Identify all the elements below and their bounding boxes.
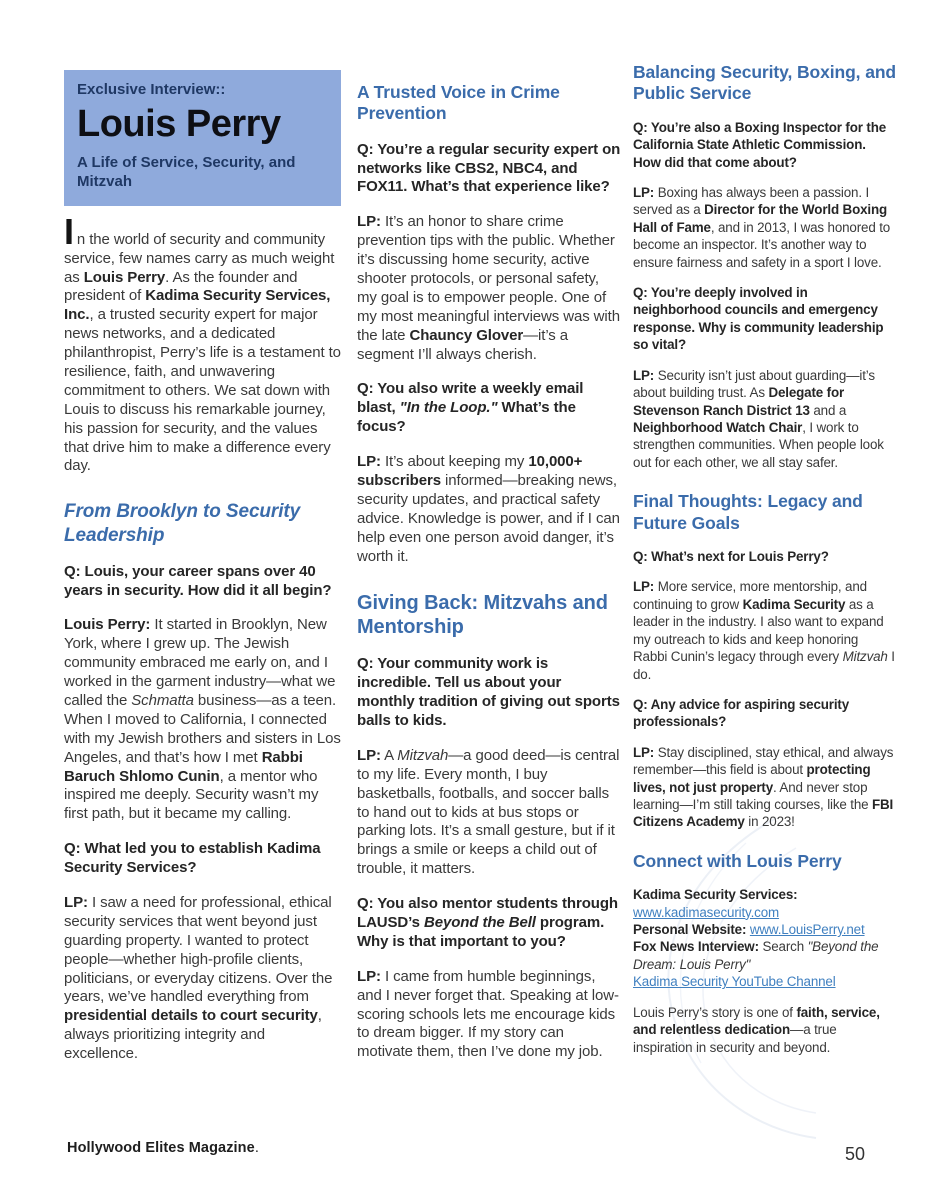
question-paragraph: Q: What’s next for Louis Perry? — [633, 548, 829, 564]
column-right — [633, 62, 896, 1069]
kicker-text: Exclusive Interview:: — [77, 81, 226, 98]
section-heading: Balancing Security, Boxing, and Public Service — [633, 62, 897, 104]
link[interactable]: www.LouisPerry.net — [749, 922, 865, 938]
magazine-name-suffix: . — [254, 1140, 259, 1156]
answer-paragraph: Kadima Security Services: www.kadimasecurity.com Personal Website: www.LouisPerry.net Fox News Interview: Search "Beyond the Dream: Louis Perry" Kadima Security YouTube Channel — [633, 887, 879, 990]
section-heading: A Trusted Voice in Crime Prevention — [357, 82, 560, 124]
question-paragraph: Q: Any advice for aspiring security professionals? — [633, 696, 850, 730]
article-subtitle: A Life of Service, Security, and Mitzvah — [77, 153, 296, 191]
question-paragraph: Q: You’re deeply involved in neighborhood councils and emergency response. Why is community leadership so vital? — [633, 285, 884, 353]
answer-paragraph: LP: Security isn’t just about guarding—it’s about building trust. As Delegate for Stevenson Ranch District 13 and a Neighborhood Watch Chair, I work to strengthen communities. When people look out for each other, we all stay safer. — [633, 367, 884, 470]
column-middle — [357, 82, 622, 1078]
question-paragraph: Q: Your community work is incredible. Tell us about your monthly tradition of giving out sports balls to kids. — [357, 655, 620, 729]
question-paragraph: Q: What led you to establish Kadima Security Services? — [64, 840, 321, 877]
drop-cap: I — [64, 210, 74, 252]
question-paragraph: Q: You also mentor students through LAUSD’s Beyond the Bell program. Why is that important to you? — [357, 895, 618, 950]
answer-paragraph: Louis Perry’s story is one of faith, service, and relentless dedication—a true inspiration in security and beyond. — [633, 1004, 880, 1055]
answer-paragraph: LP: Boxing has always been a passion. I served as a Director for the World Boxing Hall of Fame, and in 2013, I was honored to become an inspector. It’s another way to ensure fairness and safety in a sport I love. — [633, 184, 891, 270]
title-box — [64, 70, 341, 206]
section-heading: Final Thoughts: Legacy and Future Goals — [633, 491, 863, 533]
magazine-name: Hollywood Elites Magazine — [67, 1140, 255, 1156]
section-heading: From Brooklyn to Security Leadership — [64, 501, 301, 546]
link[interactable]: Kadima Security YouTube Channel — [633, 974, 836, 990]
page-number: 50 — [845, 1144, 866, 1164]
answer-paragraph: LP: A Mitzvah—a good deed—is central to my life. Every month, I buy basketballs, footballs, and soccer balls to hand out to kids at bus stops or parking lots. It’s a small gesture, but if it brings a smile or keeps a child out of trouble, it matters. — [357, 746, 620, 878]
question-paragraph: Q: Louis, your career spans over 40 years in security. How did it all begin? — [64, 562, 332, 599]
question-paragraph: Q: You’re also a Boxing Inspector for the California State Athletic Commission. How did that come about? — [633, 119, 887, 170]
question-paragraph: Q: You’re a regular security expert on networks like CBS2, NBC4, and FOX11. What’s that experience like? — [357, 140, 621, 196]
answer-paragraph: LP: It’s an honor to share crime prevention tips with the public. Whether it’s discussing home security, active shooter protocols, or personal safety, my goal is to empower people. One of my most meaningful interviews was with the late Chauncy Glover—it’s a segment I’ll always cherish. — [357, 213, 620, 363]
answer-paragraph: LP: Stay disciplined, stay ethical, and always remember—this field is about protecting lives, not just property. And never stop learning—I’m still taking courses, like the FBI Citizens Academy in 2023! — [633, 744, 894, 830]
answer-paragraph: LP: It’s about keeping my 10,000+ subscribers informed—breaking news, security updates, and practical safety advice. Knowledge is power, and if I can help even one person avoid danger, it’s worth it. — [357, 453, 620, 565]
question-paragraph: Q: You also write a weekly email blast, "In the Loop." What’s the focus? — [357, 380, 584, 436]
column-left-blocks — [64, 210, 341, 1064]
footer-magazine-name — [67, 1140, 259, 1156]
answer-paragraph: LP: I came from humble beginnings, and I never forget that. Speaking at low-scoring schools lets me encourage kids to dream bigger. If my story can motivate them, then I’ve done my job. — [357, 967, 619, 1061]
section-heading: Giving Back: Mitzvahs and Mentorship — [357, 591, 608, 638]
link[interactable]: www.kadimasecurity.com — [633, 904, 780, 920]
column-left — [64, 70, 341, 1080]
answer-paragraph: LP: I saw a need for professional, ethical security services that went beyond just guarding property. I wanted to protect people—whether high-profile clients, politicians, or everyday citizens. Over the years, we’ve handled everything from presidential details to court security, always prioritizing integrity and excellence. — [64, 894, 333, 1063]
section-heading: Connect with Louis Perry — [633, 850, 842, 871]
page-title: Louis Perry — [77, 103, 281, 145]
answer-paragraph: Louis Perry: It started in Brooklyn, New York, where I grew up. The Jewish community embraced me early on, and I worked in the garment industry—what we called the Schmatta business—as a teen. When I moved to California, I connected with my Jewish brothers and sisters in Los Angeles, and that’s how I met Rabbi Baruch Shlomo Cunin, a mentor who inspired me deeply. Security wasn’t my first path, but it became my calling. — [64, 616, 341, 823]
answer-paragraph: LP: More service, more mentorship, and continuing to grow Kadima Security as a leader in the industry. I also want to expand my outreach to kids and keep honoring Rabbi Cunin’s legacy through every Mitzvah I do. — [633, 579, 895, 682]
answer-paragraph: In the world of security and community service, few names carry as much weight as Louis Perry. As the founder and president of Kadima Security Services, Inc., a trusted security expert for major news networks, and a dedicated philanthropist, Perry’s life is a testament to resilience, faith, and unwavering commitment to others. We sat down with Louis to discuss his remarkable journey, his passion for security, and the values that drive him to make a difference every day. — [64, 210, 341, 475]
